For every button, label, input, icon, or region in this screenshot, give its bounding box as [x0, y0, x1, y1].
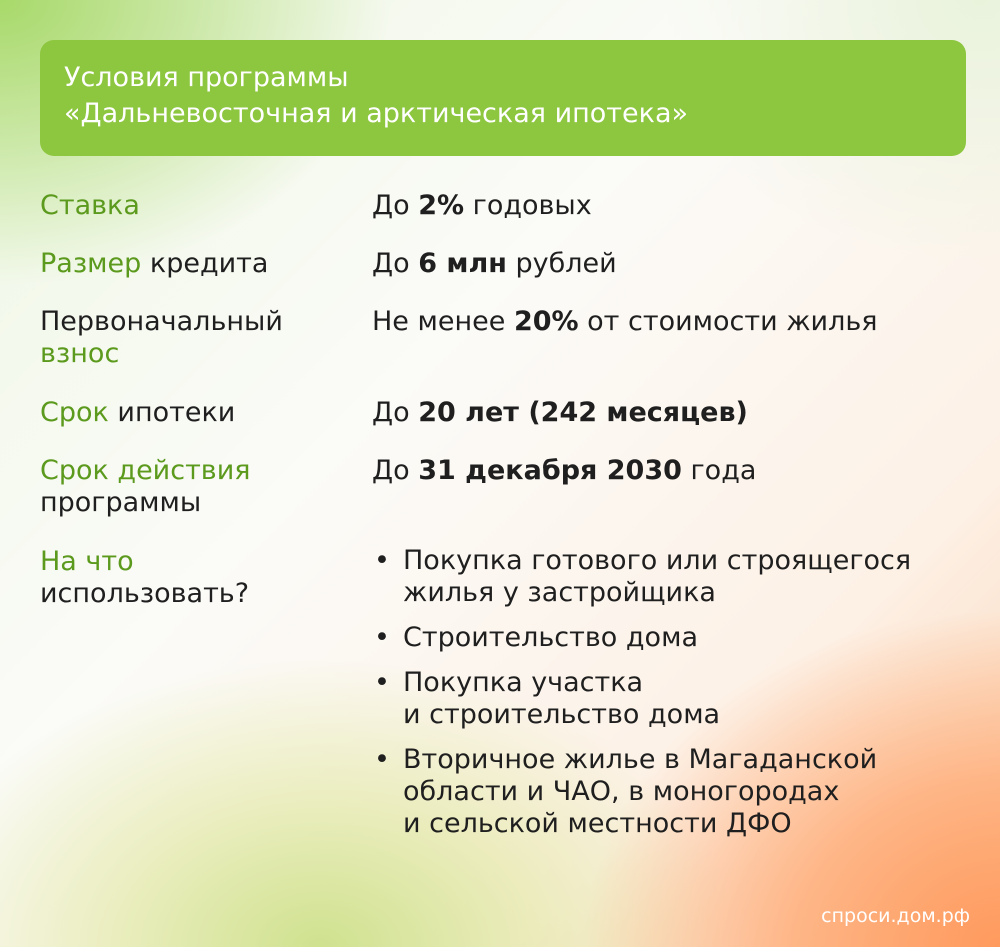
header-title-line2: «Дальневосточная и арктическая ипотека» [64, 98, 689, 129]
value-pre: Не менее [372, 306, 514, 337]
list-item [372, 744, 962, 840]
row-value [372, 190, 932, 222]
list-item [372, 622, 962, 654]
header-title-line1: Условия программы [64, 62, 349, 93]
label-green: Срок [40, 397, 109, 428]
label-green: На что [40, 546, 134, 577]
label-black: программы [40, 487, 202, 518]
row-label [40, 546, 350, 610]
row-label [40, 455, 350, 519]
value-pre: До [372, 248, 419, 279]
value-post: года [681, 455, 757, 486]
row-label [40, 397, 350, 429]
list-item-line: • Покупка готового или строящегося [403, 545, 912, 576]
row-value [372, 306, 932, 338]
label-green: Размер [40, 248, 142, 279]
list-item-line: области и ЧАО, в моногородах [403, 776, 840, 807]
row-value [372, 455, 932, 487]
label-rest: ипотеки [108, 397, 236, 428]
list-item-line: • Покупка участка [403, 667, 644, 698]
label-black: Первоначальный [40, 306, 283, 337]
value-post: от стоимости жилья [578, 306, 878, 337]
header-banner [40, 40, 966, 156]
row-value [372, 397, 932, 429]
label-black: использовать? [40, 578, 250, 609]
value-bold: 20 лет (242 месяцев) [418, 397, 748, 428]
row-label [40, 306, 350, 370]
value-bold: 31 декабря 2030 [418, 455, 682, 486]
value-post: годовых [464, 190, 592, 221]
usage-list [372, 545, 962, 853]
list-item-line: • Строительство дома [403, 622, 698, 653]
row-label [40, 190, 350, 222]
row-label [40, 248, 350, 280]
label-green: Ставка [40, 190, 140, 221]
value-bold: 20% [513, 306, 579, 337]
list-item-line: • Вторичное жилье в Магаданской [403, 744, 878, 775]
footer-site: спроси.дом.рф [821, 905, 970, 927]
label-green: взнос [40, 338, 120, 369]
list-item-line: и сельской местности ДФО [403, 808, 792, 839]
list-item-line: и строительство дома [403, 699, 721, 730]
list-item [372, 667, 962, 731]
label-rest: кредита [141, 248, 269, 279]
value-pre: До [372, 397, 419, 428]
list-item [372, 545, 962, 609]
list-item-line: жилья у застройщика [403, 577, 716, 608]
label-green: Срок действия [40, 455, 251, 486]
value-pre: До [372, 455, 419, 486]
row-value [372, 248, 932, 280]
value-bold: 2% [418, 190, 465, 221]
value-post: рублей [506, 248, 617, 279]
value-pre: До [372, 190, 419, 221]
value-bold: 6 млн [418, 248, 507, 279]
